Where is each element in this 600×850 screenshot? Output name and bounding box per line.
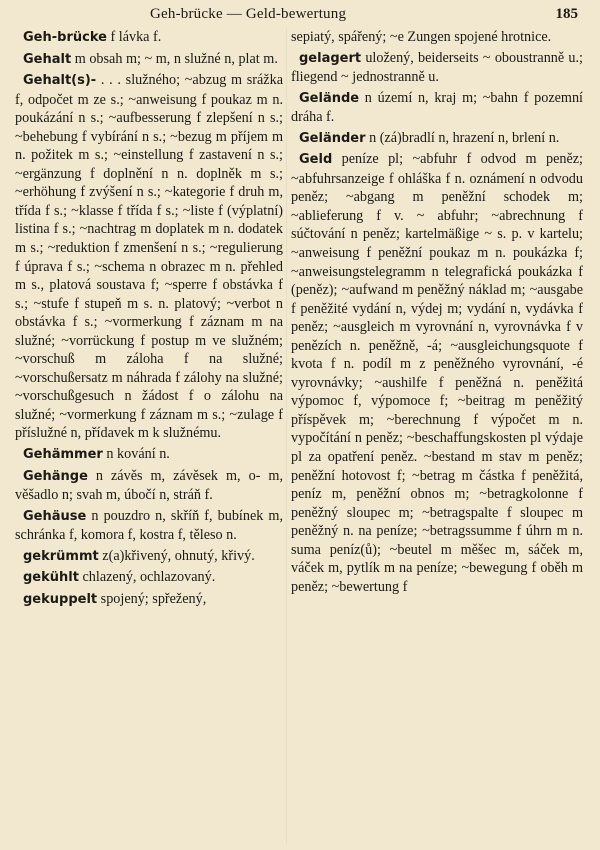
entry-definition: n kování n. [102,446,170,463]
dictionary-entry [15,71,283,443]
page-number: 185 [555,6,578,22]
entry-definition: spojený; spřežený, [97,590,207,607]
entry-definition: n (zá)bradlí n, hrazení n, brlení n. [365,129,560,146]
left-column [15,28,283,611]
entry-definition: peníze pl; ~abfuhr f odvod m peněz; ~abfuhrsanzeige f ohláška f n. oznámení n odvodu peněz; ~abgang m peněžní schodek m; ~ablieferung f v. ~ abfuhr; ~abrechnung f súčtování n peněz; kartelmäßige ~ s. p. v kartelu; ~anweisung f peněžní poukaz m n. poukázka f; ~anweisungstelegramm n telegrafická poukázka f (peněz); ~aufwand m peněžný náklad m; ~ausgabe f peněžité vydání n, výdej m; vydání n, vydávka f peněz; ~ausgleich m vyrovnání n, vyrovnávka f v penězích n. peněžně, -á; ~ausgleichungsquote f kvota f n. podíl m z peněžného vyrovnání, -é vyrovnávky; ~aushilfe f peněžná n. peněžitá výpomoc f, výpomoce f; ~beitrag m peněžitý příspěvek m; ~berechnung f výpočet m n. vypočítání n peněz; ~beschaffungskosten pl výdaje pl za opatření peněz. ~bestand m stav m peněz; peněžní hotovost f; ~betrag m částka f peněžitá, peníz m, peněžní obnos m; ~betragkolonne f peněžný sloupec m; ~betragspalte f sloupec m peněžný n. na peníze; ~betragssumme f úhrn m n. suma peníz(ů); ~beutel m měšec m, sáček m, váček m, pytlík m na peníze; ~bewegung f oběh m peněz; ~bewertung f [291,151,583,595]
dictionary-entry [291,28,583,47]
entry-definition: chlazený, ochlazovaný. [78,569,216,586]
dictionary-entry [15,568,283,588]
dictionary-entry [15,50,283,70]
column-gutter [286,28,287,844]
entry-definition: uložený, beiderseits ~ oboustranně u.; fliegend ~ jednostranně u. [291,49,583,86]
entry-definition: sepiatý, spářený; ~e Zungen spojené hrotnice. [291,29,552,45]
entry-headword: Geh-brücke [23,30,107,45]
entry-headword: Gehalt(s)- [23,73,97,89]
entry-headword: gekuppelt [23,591,98,607]
dictionary-entry [291,129,583,149]
dictionary-entry [15,590,283,610]
dictionary-entry [291,150,583,596]
dictionary-entry [15,507,283,545]
entry-definition: f lávka f. [106,29,162,45]
entry-headword: Geld [299,152,333,168]
entry-headword: Gehänge [23,468,88,484]
entry-headword: Gehäuse [23,508,87,524]
entry-definition: . . . služného; ~abzug m srážka f, odpočet m ze s.; ~anweisung f poukaz m n. poukázání n s.; ~aufbesserung f zlepšení n s.; ~behebung f vybírání n s.; ~bezug m příjem m n. požitek m s.; ~einstellung f zastavení n s.; ~ergänzung f doplnění n n. doplněk m s.; ~erhöhung f zvýšení n s.; ~kategorie f druh m, třída f s.; ~klasse f třída f s.; ~liste f (výplatní) listina f s.; ~nachtrag m doplatek m n. dodatek m s.; ~reduktion f zmenšení n s.; ~regulierung f úprava f s.; ~schema n obrazec m n. přehled m s., platová soustava f; ~sperre f obstávka f s.; ~stufe f stupeň m s. n. platový; ~verbot n obstávka f s.; ~vormerkung f záznam m na služné; ~vorrückung f postup m ve služném; ~vorschuß m záloha f na služné; ~vorschußersatz m náhrada f zálohy na služné; ~vorschußgesuch n žádost f o zálohu na služné; ~vormerkung f záznam m s.; ~zulage f příslužné n, přídavek m k služnému. [15,72,283,442]
entry-headword: Gehämmer [23,447,103,463]
entry-definition: n závěs m, závěsek m, o- m, věšadlo n; svah m, úbočí n, stráň f. [15,467,283,504]
entry-headword: gelagert [299,50,362,66]
entry-headword: gekühlt [23,570,79,586]
entry-headword: Gelände [299,90,360,106]
dictionary-entry [291,49,583,87]
entry-definition: n území n, kraj m; ~bahn f pozemní dráha f. [291,89,583,126]
dictionary-entry [15,445,283,465]
right-column [291,28,583,598]
dictionary-entry [15,547,283,567]
entry-headword: Geländer [299,130,366,146]
dictionary-entry [291,89,583,127]
entry-headword: Gehalt [23,51,72,67]
entry-headword: gekrümmt [23,548,99,564]
entry-definition: z(a)křivený, ohnutý, křivý. [98,547,255,564]
dictionary-entry [15,467,283,505]
entry-definition: m obsah m; ~ m, n služné n, plat m. [71,50,278,67]
page-header [0,6,600,26]
dictionary-entry [15,28,283,48]
running-head: Geh-brücke — Geld-bewertung [150,6,347,22]
entry-definition: n pouzdro n, skříň f, bubínek m, schránka f, komora f, kostra f, těleso n. [15,507,283,544]
